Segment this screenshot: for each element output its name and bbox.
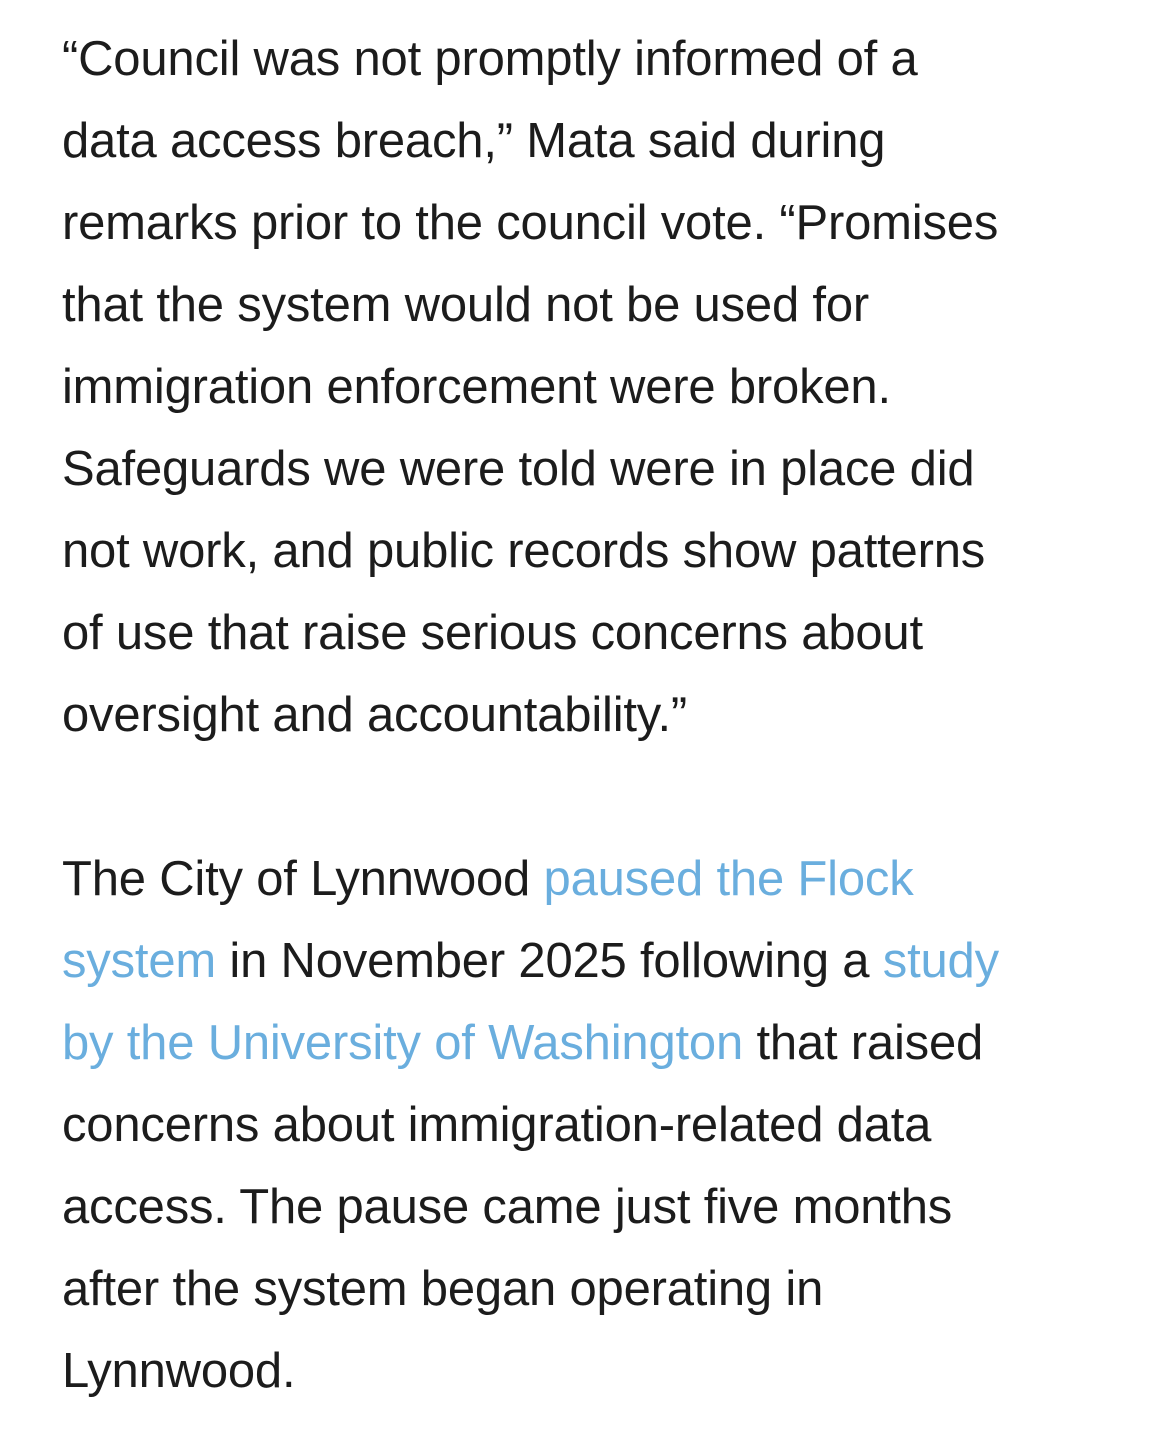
text-line: that the system would not be used for: [62, 278, 870, 332]
text-line: Safeguards we were told were in place did: [62, 442, 975, 496]
uw-study-link[interactable]: by the University of Washington: [62, 1016, 744, 1070]
text-line: after the system began operating in: [62, 1262, 824, 1316]
text-line: of use that raise serious concerns about: [62, 606, 923, 660]
text-line: immigration enforcement were broken.: [62, 360, 891, 414]
text-segment: in November 2025 following a: [215, 934, 883, 988]
text-line: [62, 920, 1122, 1002]
uw-study-link[interactable]: study: [882, 934, 999, 988]
text-line: access. The pause came just five months: [62, 1180, 953, 1234]
text-segment: that raised: [743, 1016, 984, 1070]
text-segment: The City of Lynnwood: [62, 852, 544, 906]
text-line: data access breach,” Mata said during: [62, 114, 886, 168]
text-line: remarks prior to the council vote. “Promises: [62, 196, 999, 250]
flock-pause-link[interactable]: paused the Flock: [543, 852, 914, 906]
text-line: concerns about immigration-related data: [62, 1098, 932, 1152]
text-line: [62, 1002, 1122, 1084]
text-line: [62, 838, 1122, 920]
article-body: [62, 18, 1122, 1412]
text-line: not work, and public records show patterns: [62, 524, 986, 578]
lynnwood-paragraph: [62, 838, 1122, 1412]
text-line: Lynnwood.: [62, 1344, 296, 1398]
quote-paragraph: [62, 18, 1122, 756]
text-line: “Council was not promptly informed of a: [62, 32, 918, 86]
flock-pause-link[interactable]: system: [62, 934, 216, 988]
text-line: oversight and accountability.”: [62, 688, 687, 742]
